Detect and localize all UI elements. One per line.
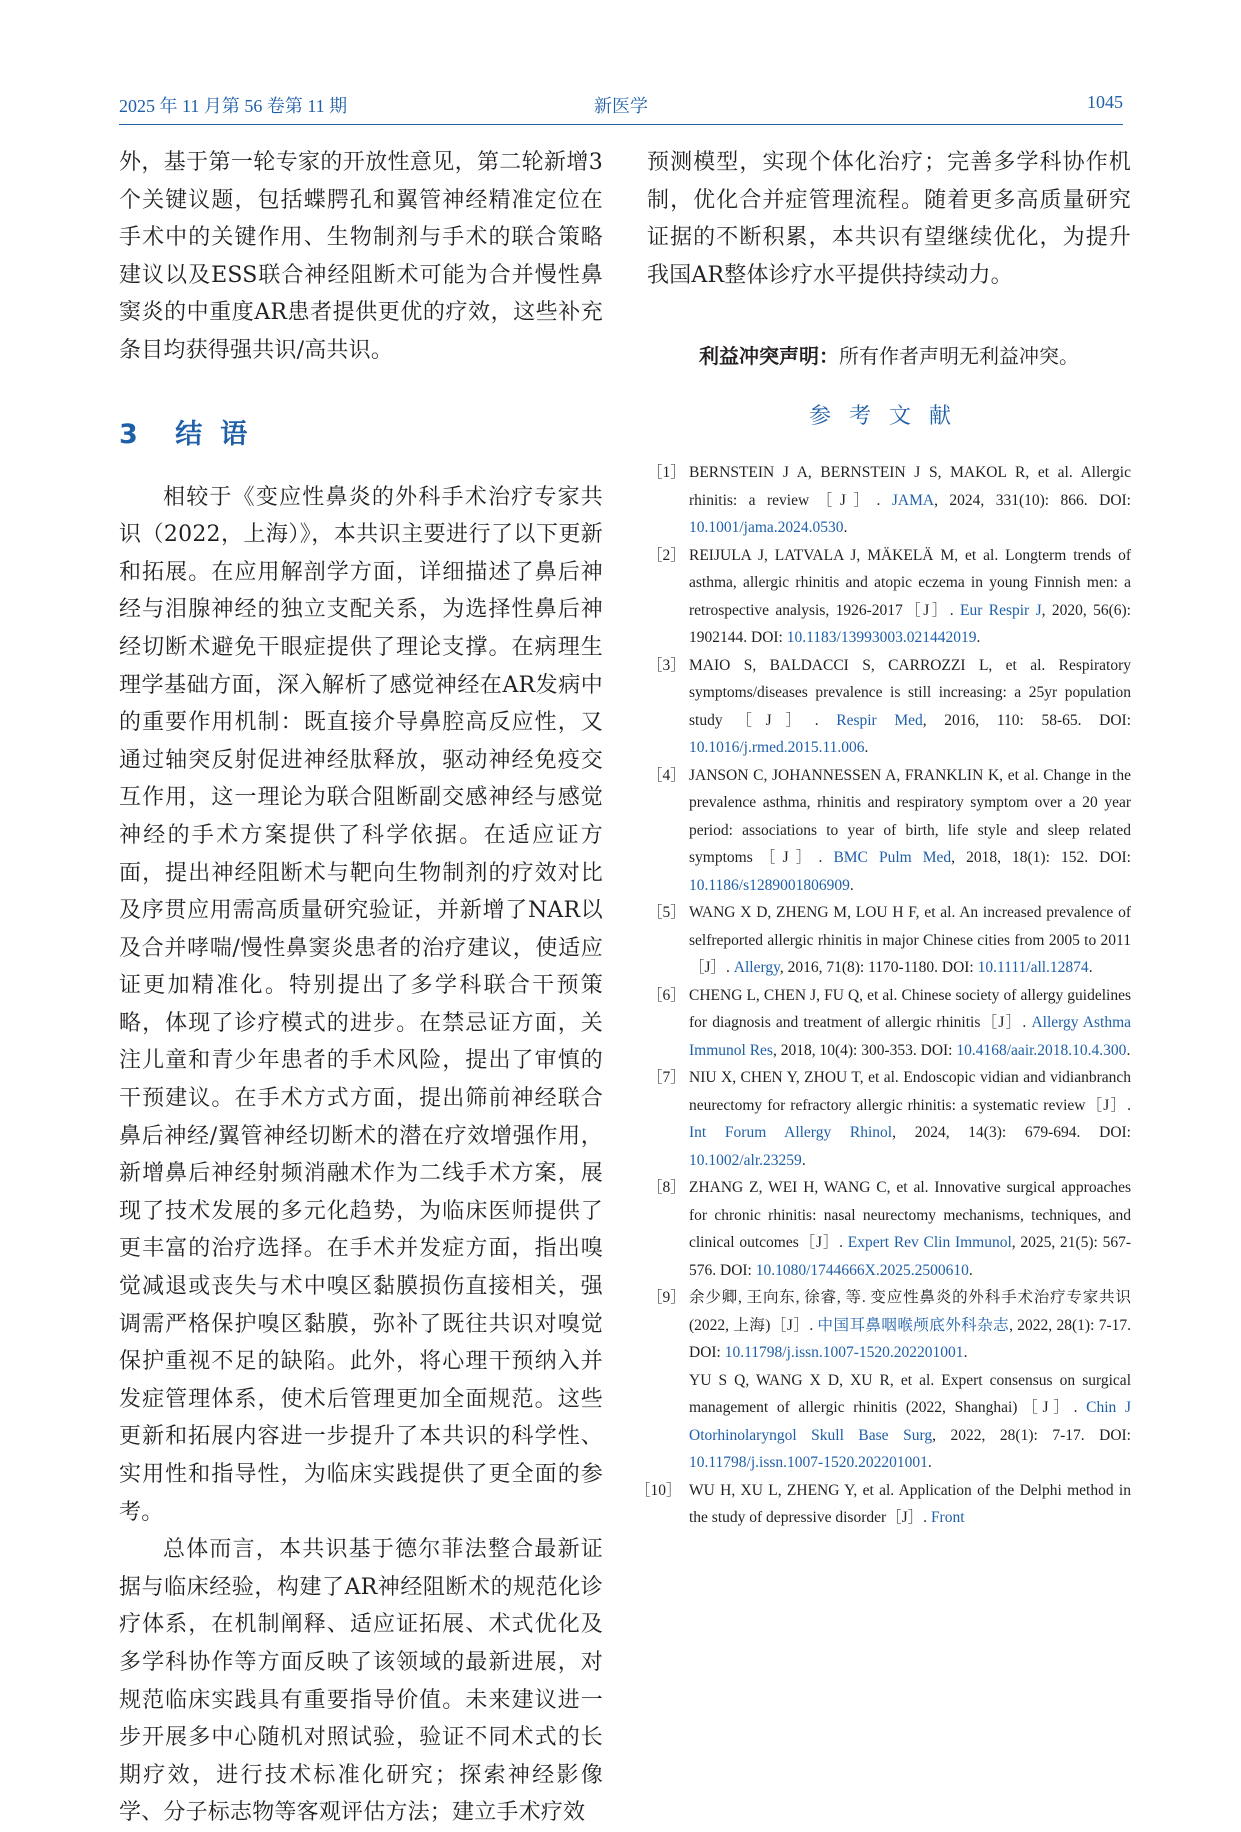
reference-details: , 2024, 331(10): 866. DOI:	[934, 491, 1131, 509]
reference-details: , 2025, 21(5): 567-576. DOI:	[689, 1234, 1131, 1279]
reference-text: CHENG L, CHEN J, FU Q, et al. Chinese society of allergy guidelines for diagnosis and treatment of allergic rhinitis［J］.	[689, 986, 1131, 1032]
reference-tail: .	[976, 629, 981, 647]
reference-journal-link[interactable]: JAMA	[891, 491, 935, 509]
conflict-of-interest	[647, 340, 1131, 369]
reference-doi-link[interactable]: 10.1080/1744666X.2025.2500610	[755, 1261, 969, 1279]
section-title: 结语	[175, 418, 266, 450]
reference-item	[647, 1284, 1131, 1367]
conclusion-paragraph-1: 相较于《变应性鼻炎的外科手术治疗专家共识（2022，上海）》，本共识主要进行了以下更新和拓展。在应用解剖学方面，详细描述了鼻后神经与泪腺神经的独立支配关系，为选择性鼻后神经切断术避免干眼症提供了理论支撑。在病理生理学基础方面，深入解析了感觉神经在AR发病中的重要作用机制：既直接介导鼻腔高反应性，又通过轴突反射促进神经肽释放，驱动神经免疫交互作用，这一理论为联合阻断副交感神经与感觉神经的手术方案提供了科学依据。在适应证方面，提出神经阻断术与靶向生物制剂的疗效对比及序贯应用需高质量研究验证，并新增了NAR以及合并哮喘/慢性鼻窦炎患者的治疗建议，使适应证更加精准化。特别提出了多学科联合干预策略，体现了诊疗模式的进步。在禁忌证方面，关注儿童和青少年患者的手术风险，提出了审慎的干预建议。在手术方式方面，提出筛前神经联合鼻后神经/翼管神经切断术的潜在疗效增强作用，新增鼻后神经射频消融术作为二线手术方案，展现了技术发展的多元化趋势，为临床医师提供了更丰富的治疗选择。在手术并发症方面，指出嗅觉减退或丧失与术中嗅区黏膜损伤直接相关，强调需严格保护嗅区黏膜，弥补了既往共识对嗅觉保护重视不足的缺陷。此外，将心理干预纳入并发症管理体系，使术后管理更加全面规范。这些更新和拓展内容进一步提升了本共识的科学性、实用性和指导性，为临床实践提供了更全面的参考。	[119, 484, 603, 1525]
reference-journal-link[interactable]: Respir Med	[836, 711, 923, 729]
reference-item	[647, 652, 1131, 762]
reference-tail: .	[927, 1454, 932, 1472]
reference-text: NIU X, CHEN Y, ZHOU T, et al. Endoscopic vidian and vidianbranch neurectomy for refractory allergic rhinitis: a systematic review［J］.	[689, 1069, 1131, 1114]
reference-item	[647, 899, 1131, 982]
reference-item	[647, 459, 1131, 542]
reference-list	[635, 459, 1132, 1532]
reference-details: , 2018, 10(4): 300-353. DOI:	[772, 1041, 957, 1059]
reference-doi-link[interactable]: 10.1016/j.rmed.2015.11.006	[689, 739, 865, 757]
reference-doi-link[interactable]: 10.1183/13993003.021442019	[786, 629, 977, 647]
reference-item	[647, 1064, 1131, 1174]
page-number: 1045	[1087, 92, 1123, 112]
reference-journal-link[interactable]: Front	[930, 1509, 965, 1527]
reference-tail: .	[968, 1261, 973, 1279]
reference-journal-link[interactable]: Allergy	[733, 959, 780, 977]
reference-doi-link[interactable]: 10.1002/alr.23259	[689, 1151, 802, 1169]
right-column	[635, 144, 1132, 1532]
reference-number: ［1］	[647, 464, 686, 482]
reference-doi-link[interactable]: 10.4168/aair.2018.10.4.300	[956, 1041, 1127, 1059]
reference-number: ［9］	[647, 1289, 686, 1307]
reference-journal-link[interactable]: Int Forum Allergy Rhinol	[689, 1124, 893, 1142]
reference-item	[647, 982, 1131, 1065]
reference-doi-link[interactable]: 10.1186/s1289001806909	[689, 876, 850, 894]
reference-doi-link[interactable]: 10.11798/j.issn.1007-1520.202201001	[689, 1454, 928, 1472]
reference-number: ［6］	[647, 986, 686, 1004]
reference-journal-link[interactable]: BMC Pulm Med	[833, 849, 952, 867]
reference-tail: .	[1088, 959, 1093, 977]
reference-details: , 2024, 14(3): 679-694. DOI:	[892, 1124, 1131, 1142]
reference-item	[647, 1367, 1131, 1477]
reference-tail: .	[1126, 1041, 1131, 1059]
reference-text: MAIO S, BALDACCI S, CARROZZI L, et al. Respiratory symptoms/diseases prevalence is still increasing: a 25yr population study［J］.	[689, 656, 1131, 729]
reference-details: , 2022, 28(1): 7-17. DOI:	[689, 1316, 1131, 1362]
running-header	[119, 80, 1123, 125]
reference-text: 余少卿, 王向东, 徐睿, 等. 变应性鼻炎的外科手术治疗专家共识(2022, 上海)［J］.	[689, 1289, 1131, 1334]
continued-paragraph: 外，基于第一轮专家的开放性意见，第二轮新增3个关键议题，包括蝶腭孔和翼管神经精准定位在手术中的关键作用、生物制剂与手术的联合策略建议以及ESS联合神经阻断术可能为合并慢性鼻窦炎的中重度AR患者提供更优的疗效，这些补充条目均获得强共识/高共识。	[119, 150, 603, 363]
reference-number: ［7］	[647, 1069, 686, 1087]
reference-text: JANSON C, JOHANNESSEN A, FRANKLIN K, et al. Change in the prevalence asthma, rhinitis and respiratory symptom over a 20 year period: associations to year of birth, life style and sleep related symptoms［J］.	[689, 766, 1131, 867]
reference-number: ［5］	[647, 904, 686, 922]
reference-number: ［10］	[635, 1481, 682, 1499]
reference-journal-link[interactable]: 中国耳鼻咽喉颅底外科杂志	[817, 1316, 1010, 1334]
reference-item	[647, 542, 1131, 652]
reference-item	[647, 1174, 1131, 1284]
continued-paragraph-right: 预测模型，实现个体化治疗；完善多学科协作机制，优化合并症管理流程。随着更多高质量研究证据的不断积累，本共识有望继续优化，为提升我国AR整体诊疗水平提供持续动力。	[647, 150, 1131, 288]
reference-journal-link[interactable]: Chin J Otorhinolaryngol Skull Base Surg	[689, 1399, 1131, 1444]
reference-details: , 2022, 28(1): 7-17. DOI:	[932, 1426, 1131, 1444]
reference-text: BERNSTEIN J A, BERNSTEIN J S, MAKOL R, et al. Allergic rhinitis: a review［J］.	[689, 464, 1131, 509]
reference-doi-link[interactable]: 10.11798/j.issn.1007-1520.202201001	[724, 1344, 964, 1362]
reference-tail: .	[849, 876, 854, 894]
section-heading	[119, 415, 603, 455]
reference-details: , 2016, 71(8): 1170-1180. DOI:	[779, 959, 978, 977]
reference-details: , 2016, 110: 58-65. DOI:	[922, 711, 1131, 729]
reference-text: REIJULA J, LATVALA J, MÄKELÄ M, et al. Longterm trends of asthma, allergic rhinitis and atopic eczema in young Finnish men: a retrospective analysis, 1926-2017［J］.	[689, 546, 1131, 619]
reference-tail: .	[963, 1344, 968, 1362]
journal-issue: 2025 年 11 月第 56 卷第 11 期	[119, 96, 348, 116]
reference-number: ［2］	[647, 546, 686, 564]
reference-doi-link[interactable]: 10.1111/all.12874	[977, 959, 1089, 977]
reference-text: WU H, XU L, ZHENG Y, et al. Application of the Delphi method in the study of depressive disorder［J］.	[689, 1481, 1131, 1527]
section-number: 3	[119, 418, 138, 450]
reference-tail: .	[801, 1151, 806, 1169]
reference-number: ［3］	[647, 656, 686, 674]
reference-text: YU S Q, WANG X D, XU R, et al. Expert consensus on surgical management of allergic rhinitis (2022, Shanghai)［J］.	[689, 1371, 1131, 1417]
reference-journal-link[interactable]: Allergy Asthma Immunol Res	[689, 1014, 1132, 1059]
coi-label: 利益冲突声明：	[699, 344, 839, 369]
reference-item	[647, 762, 1131, 900]
reference-details: , 2020, 56(6): 1902144. DOI:	[689, 601, 1131, 647]
conclusion-paragraph-2: 总体而言，本共识基于德尔菲法整合最新证据与临床经验，构建了AR神经阻断术的规范化诊疗体系，在机制阐释、适应证拓展、术式优化及多学科协作等方面反映了该领域的最新进展，对规范临床实践具有重要指导价值。未来建议进一步开展多中心随机对照试验，验证不同术式的长期疗效，进行技术标准化研究；探索神经影像学、分子标志物等客观评估方法；建立手术疗效	[119, 1537, 603, 1826]
reference-text: ZHANG Z, WEI H, WANG C, et al. Innovative surgical approaches for chronic rhinitis: nasal neurectomy mechanisms, techniques, and clinical outcomes［J］.	[689, 1179, 1131, 1252]
reference-details: , 2018, 18(1): 152. DOI:	[951, 849, 1131, 867]
reference-journal-link[interactable]: Expert Rev Clin Immunol	[847, 1234, 1012, 1252]
references-heading: 参考文献	[808, 404, 969, 430]
journal-name: 新医学	[594, 96, 648, 116]
reference-doi-link[interactable]: 10.1001/jama.2024.0530	[689, 519, 844, 537]
reference-number: ［8］	[647, 1179, 686, 1197]
reference-text: WANG X D, ZHENG M, LOU H F, et al. An increased prevalence of selfreported allergic rhinitis in major Chinese cities from 2005 to 2011［J］.	[689, 904, 1131, 977]
reference-number: ［4］	[647, 766, 686, 784]
reference-item	[635, 1477, 1131, 1532]
reference-tail: .	[864, 739, 869, 757]
coi-text: 所有作者声明无利益冲突。	[839, 344, 1079, 369]
reference-journal-link[interactable]: Eur Respir J	[960, 601, 1042, 619]
left-column	[119, 144, 603, 1832]
reference-tail: .	[843, 519, 848, 537]
